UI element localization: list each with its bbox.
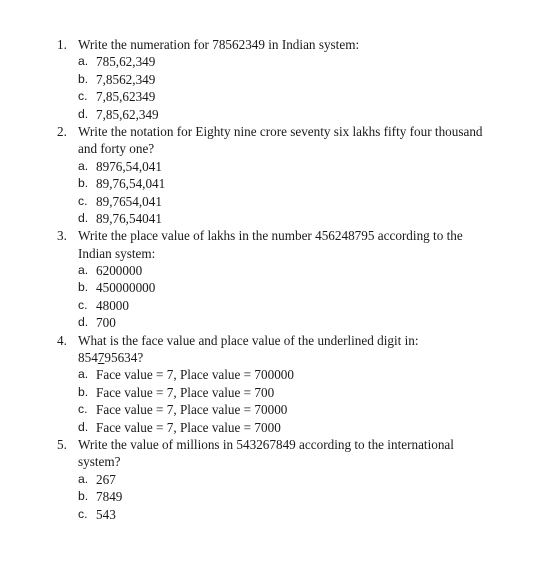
question-number: 2. — [57, 123, 67, 139]
question-text-continuation: Indian system: — [78, 245, 156, 261]
question-3-continuation — [0, 245, 552, 262]
option-text: 7,85,62349 — [96, 89, 156, 105]
option-label: d. — [78, 315, 89, 330]
option-1d — [0, 106, 552, 123]
question-text: Write the numeration for 78562349 in Indian system: — [78, 37, 360, 52]
option-label: c. — [78, 193, 88, 208]
option-text: 450000000 — [96, 280, 156, 296]
question-text: Write the notation for Eighty nine crore seventy six lakhs fifty four thousand — [78, 123, 483, 139]
question-2-continuation — [0, 140, 552, 157]
option-text: 785,62,349 — [96, 54, 156, 70]
number-before: 854 — [78, 350, 98, 366]
question-text: Write the value of millions in 543267849 according to the international — [78, 436, 454, 452]
option-label: a. — [78, 54, 89, 69]
option-text: 543 — [96, 506, 116, 522]
question-4-number-line — [0, 349, 552, 366]
question-5 — [0, 436, 552, 453]
option-5a — [0, 471, 552, 488]
option-1b — [0, 71, 552, 88]
question-number: 4. — [57, 332, 67, 348]
question-number: 5. — [57, 436, 67, 452]
option-4c — [0, 401, 552, 418]
option-label: a. — [78, 263, 89, 278]
option-label: d. — [78, 210, 89, 225]
question-5-continuation — [0, 453, 552, 470]
underlined-digit: 7 — [97, 350, 105, 366]
option-text: 7849 — [96, 489, 123, 505]
option-text: 8976,54,041 — [96, 158, 162, 174]
option-text: 48000 — [96, 297, 129, 313]
option-text: 267 — [96, 471, 116, 487]
option-label: b. — [78, 280, 89, 295]
option-4a — [0, 366, 552, 383]
option-5c — [0, 506, 552, 523]
number-after: 95634? — [104, 350, 144, 366]
option-label: a. — [78, 471, 89, 486]
question-text: Write the place value of lakhs in the number 456248795 according to the — [78, 228, 463, 244]
option-label: d. — [78, 419, 89, 434]
option-text: 6200000 — [96, 263, 143, 279]
question-number: 3. — [57, 228, 67, 244]
option-3b — [0, 279, 552, 296]
option-text: Face value = 7, Place value = 700000 — [96, 367, 294, 383]
option-label: b. — [78, 489, 89, 504]
option-1a — [0, 53, 552, 70]
question-text-continuation: system? — [78, 454, 121, 470]
question-1 — [0, 36, 552, 53]
option-label: b. — [78, 384, 89, 399]
option-text: Face value = 7, Place value = 7000 — [96, 419, 281, 435]
option-2b — [0, 175, 552, 192]
option-text: 89,76,54,041 — [96, 176, 166, 192]
option-label: c. — [78, 402, 88, 417]
option-label: c. — [78, 89, 88, 104]
option-label: c. — [78, 297, 88, 312]
option-3a — [0, 262, 552, 279]
option-label: b. — [78, 176, 89, 191]
option-label: d. — [78, 106, 89, 121]
option-label: a. — [78, 158, 89, 173]
question-number-value — [78, 349, 143, 366]
question-text-continuation: and forty one? — [78, 141, 155, 157]
option-text: 89,7654,041 — [96, 193, 162, 209]
option-1c — [0, 88, 552, 105]
option-4d — [0, 419, 552, 436]
option-text: 89,76,54041 — [96, 210, 162, 226]
document-body — [0, 36, 552, 523]
option-label: c. — [78, 506, 88, 521]
option-label: a. — [78, 367, 89, 382]
option-text: Face value = 7, Place value = 70000 — [96, 402, 288, 418]
option-text: 7,8562,349 — [96, 71, 156, 87]
question-text: What is the face value and place value of the underlined digit in: — [78, 332, 419, 348]
option-text: 700 — [96, 315, 116, 331]
option-2d — [0, 210, 552, 227]
option-4b — [0, 384, 552, 401]
question-number: 1. — [57, 37, 67, 52]
option-2c — [0, 193, 552, 210]
option-3c — [0, 297, 552, 314]
option-5b — [0, 488, 552, 505]
question-3 — [0, 227, 552, 244]
option-text: Face value = 7, Place value = 700 — [96, 384, 275, 400]
option-label: b. — [78, 71, 89, 86]
option-text: 7,85,62,349 — [96, 106, 159, 122]
question-4 — [0, 332, 552, 349]
option-2a — [0, 158, 552, 175]
question-2 — [0, 123, 552, 140]
option-3d — [0, 314, 552, 331]
